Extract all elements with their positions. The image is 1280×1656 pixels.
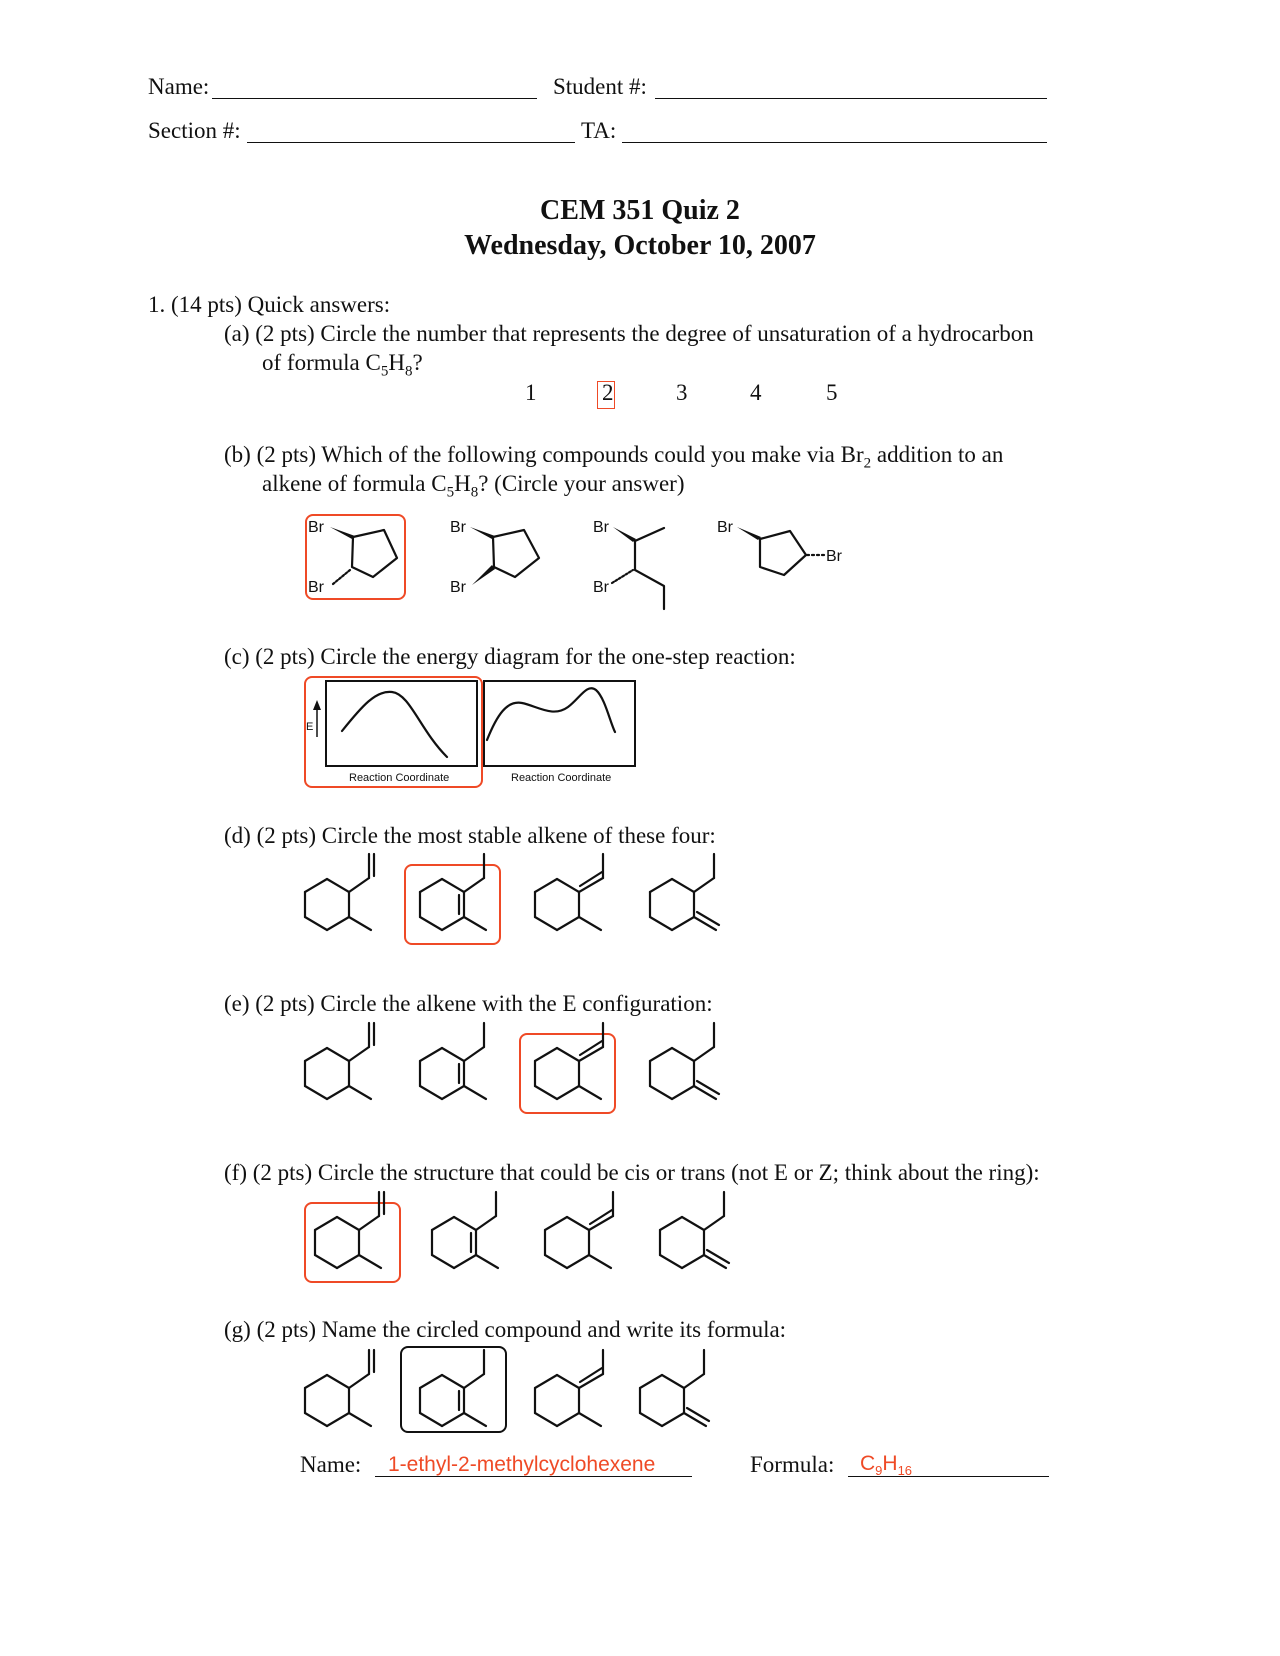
question-1-heading: 1. (14 pts) Quick answers: [148, 292, 391, 317]
question-b-line2: alkene of formula $C_5H_8$? (Circle your answer) [262, 471, 685, 501]
br-label: Br [593, 519, 609, 536]
br-label: Br [450, 519, 466, 536]
alkene-g-option-4[interactable] [640, 1350, 709, 1426]
alkene-d-option-2[interactable] [420, 854, 486, 930]
g-name-label: Name: [300, 1452, 362, 1477]
quiz-date: Wednesday, October 10, 2007 [464, 230, 816, 261]
g-name-answer: 1-ethyl-2-methylcyclohexene [388, 1453, 656, 1476]
alkene-e-option-4[interactable] [650, 1023, 719, 1099]
alkene-f-option-3[interactable] [545, 1192, 613, 1268]
br-label: Br [308, 519, 324, 536]
alkene-f-option-4[interactable] [660, 1192, 729, 1268]
question-c-text: (c) (2 pts) Circle the energy diagram for the one-step reaction: [224, 644, 796, 669]
alkene-e-option-1[interactable] [305, 1023, 374, 1099]
br-label: Br [593, 579, 609, 596]
br-label: Br [826, 548, 842, 565]
alkene-f-option-2[interactable] [432, 1192, 498, 1268]
alkene-e-option-2[interactable] [420, 1023, 486, 1099]
question-f-text: (f) (2 pts) Circle the structure that could be cis or trans (not E or Z; think about the ring): [224, 1160, 1040, 1185]
question-a-line1: (a) (2 pts) Circle the number that represents the degree of unsaturation of a hydrocarbon [224, 321, 1034, 346]
alkene-d-option-3[interactable] [535, 854, 603, 930]
alkene-e-option-3[interactable] [535, 1023, 603, 1099]
x-axis-label: Reaction Coordinate [511, 772, 612, 784]
question-b-line1: (b) (2 pts) Which of the following compounds could you make via $Br_2$ addition to an [224, 442, 1004, 472]
student-number-label: Student #: [553, 74, 647, 99]
g-formula-label: Formula: [750, 1452, 835, 1477]
br-label: Br [308, 579, 324, 596]
quiz-title: CEM 351 Quiz 2 [540, 195, 740, 226]
alkene-g-option-3[interactable] [535, 1350, 603, 1426]
br-label: Br [717, 519, 733, 536]
g-formula-answer: $C_9H_{16}$ [860, 1452, 913, 1479]
alkene-g-option-2[interactable] [420, 1350, 486, 1426]
choice-3[interactable]: 3 [676, 380, 688, 405]
choice-2[interactable]: 2 [602, 380, 614, 405]
x-axis-label: Reaction Coordinate [349, 772, 450, 784]
alkene-d-option-1[interactable] [305, 854, 374, 930]
choice-5[interactable]: 5 [826, 380, 838, 405]
br-label: Br [450, 579, 466, 596]
question-e-text: (e) (2 pts) Circle the alkene with the E configuration: [224, 991, 713, 1016]
question-g-text: (g) (2 pts) Name the circled compound and write its formula: [224, 1317, 787, 1342]
alkene-d-option-4[interactable] [650, 854, 719, 930]
name-label: Name: [148, 74, 210, 99]
section-label: Section #: [148, 118, 241, 143]
energy-axis-label: E [306, 721, 314, 733]
alkene-g-option-1[interactable] [305, 1350, 374, 1426]
question-a-line2: of formula $C_5H_8$? [262, 350, 423, 380]
choice-4[interactable]: 4 [750, 380, 762, 405]
question-d-text: (d) (2 pts) Circle the most stable alkene of these four: [224, 823, 716, 848]
ta-label: TA: [581, 118, 617, 143]
alkene-f-option-1[interactable] [315, 1192, 384, 1268]
choice-1[interactable]: 1 [525, 380, 537, 405]
